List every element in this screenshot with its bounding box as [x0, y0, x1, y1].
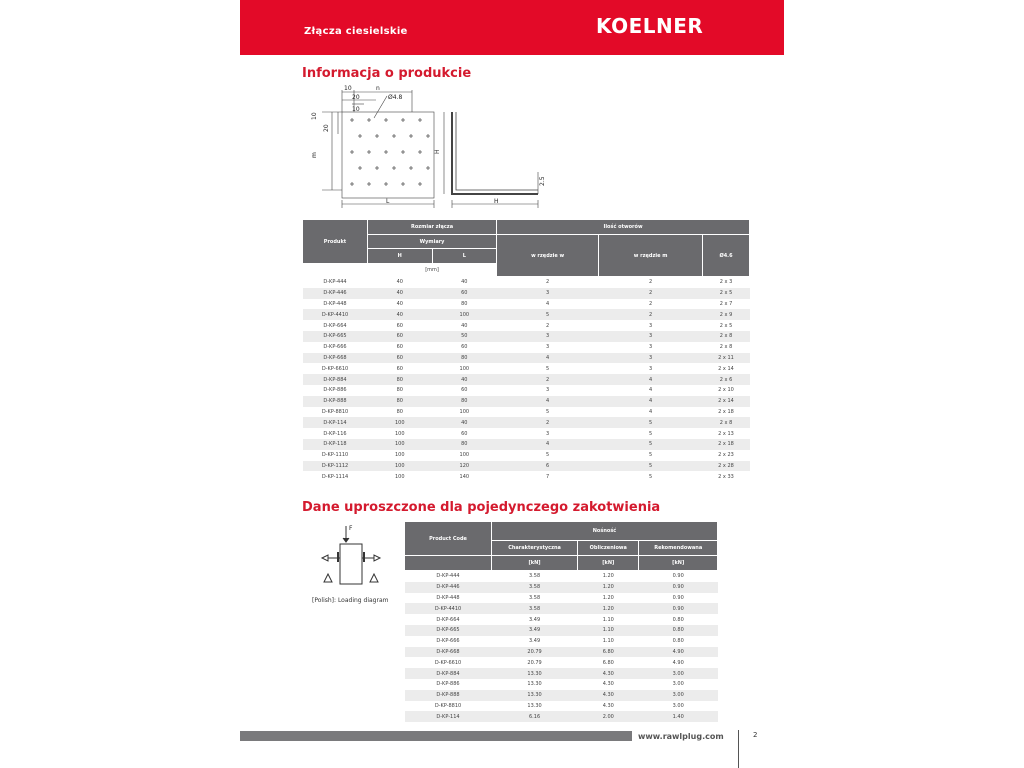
table-row: [303, 320, 750, 331]
table-cell: 4: [599, 385, 703, 396]
loading-diagram: [314, 522, 394, 594]
table-cell: D-KP-116: [303, 428, 368, 439]
table-cell: D-KP-6610: [405, 657, 492, 668]
footer-bar: [240, 731, 632, 741]
logo-text: KOELNER: [596, 14, 704, 38]
hole-mark: [375, 166, 379, 170]
table-cell: 3.49: [492, 614, 578, 625]
table-cell: 2 x 18: [703, 439, 750, 450]
footer-url: www.rawlplug.com: [638, 732, 724, 741]
table-cell: 4.90: [639, 657, 718, 668]
table-row: [303, 407, 750, 418]
table-cell: 4.90: [639, 647, 718, 658]
hole-mark: [350, 118, 354, 122]
hole-mark: [350, 182, 354, 186]
table-row: [303, 396, 750, 407]
table-row: [405, 603, 718, 614]
hole-mark: [418, 118, 422, 122]
table-cell: 3: [497, 331, 599, 342]
table-cell: 0.90: [639, 603, 718, 614]
table-cell: 4: [497, 439, 599, 450]
table-cell: 1.20: [578, 582, 639, 593]
table-cell: 100: [368, 450, 433, 461]
table-cell: 4: [599, 407, 703, 418]
table-cell: 7: [497, 471, 599, 482]
table-cell: 5: [599, 471, 703, 482]
table-cell: 60: [368, 353, 433, 364]
table-cell: 5: [599, 461, 703, 472]
table-cell: 1.20: [578, 571, 639, 582]
table-cell: D-KP-118: [303, 439, 368, 450]
hole-mark: [384, 182, 388, 186]
hole-mark: [367, 182, 371, 186]
table-cell: 2.00: [578, 711, 639, 722]
hole-mark: [401, 118, 405, 122]
section-title-anchorage-data: Dane uproszczone dla pojedynczego zakotwienia: [302, 500, 661, 515]
page-header: [240, 0, 784, 55]
table-cell: 3: [599, 342, 703, 353]
product-dimensions-table: [302, 219, 750, 482]
table-cell: 13.30: [492, 679, 578, 690]
table-cell: 13.30: [492, 690, 578, 701]
hole-mark: [367, 118, 371, 122]
table-cell: 80: [368, 407, 433, 418]
table-cell: D-KP-4410: [303, 309, 368, 320]
table-cell: 4.30: [578, 690, 639, 701]
table-cell: 1.10: [578, 636, 639, 647]
table-cell: 0.90: [639, 593, 718, 604]
table-cell: 2 x 7: [703, 299, 750, 310]
table-cell: 20.79: [492, 647, 578, 658]
table-row: [303, 471, 750, 482]
table-cell: 2 x 9: [703, 309, 750, 320]
table-cell: 1.40: [639, 711, 718, 722]
table-cell: 40: [432, 277, 497, 288]
table-cell: 50: [432, 331, 497, 342]
header-produkt: Produkt: [303, 220, 368, 264]
hole-mark: [350, 150, 354, 154]
table-cell: D-KP-888: [405, 690, 492, 701]
table-cell: 2 x 28: [703, 461, 750, 472]
table-cell: 5: [497, 450, 599, 461]
table-cell: 5: [497, 309, 599, 320]
header-rozmiar: Rozmiar złącza: [368, 220, 497, 235]
table-cell: 5: [599, 417, 703, 428]
header-nosnosc: Nośność: [492, 522, 718, 541]
dim-n: n: [376, 85, 380, 92]
category-title: Złącza ciesielskie: [304, 26, 408, 37]
table-cell: 40: [368, 288, 433, 299]
table-row: [303, 277, 750, 288]
table-cell: 5: [599, 439, 703, 450]
header-diameter: Ø4.6: [703, 235, 750, 277]
table-cell: 40: [432, 374, 497, 385]
table-cell: 2 x 11: [703, 353, 750, 364]
table-cell: 2 x 8: [703, 417, 750, 428]
table-cell: 80: [432, 396, 497, 407]
table-cell: 80: [432, 353, 497, 364]
table-cell: D-KP-668: [405, 647, 492, 658]
table-cell: D-KP-666: [303, 342, 368, 353]
table-row: [303, 428, 750, 439]
table-cell: 2 x 3: [703, 277, 750, 288]
table-cell: D-KP-884: [405, 668, 492, 679]
table-cell: 100: [368, 417, 433, 428]
table-cell: 40: [368, 299, 433, 310]
table-cell: 2 x 33: [703, 471, 750, 482]
hole-mark: [358, 134, 362, 138]
table-row: [405, 701, 718, 712]
table-cell: 2 x 18: [703, 407, 750, 418]
table-cell: 0.80: [639, 625, 718, 636]
hole-mark: [392, 166, 396, 170]
table-cell: 3: [599, 353, 703, 364]
header-unit-kn-3: [kN]: [639, 556, 718, 571]
dim-m: m: [311, 152, 318, 158]
header-rekomendowana: Rekomendowana: [639, 541, 718, 556]
dim-diameter: Ø4.8: [388, 94, 403, 101]
hole-mark: [418, 182, 422, 186]
table-row: [303, 450, 750, 461]
table-cell: 0.90: [639, 571, 718, 582]
table-row: [405, 593, 718, 604]
table-cell: 2: [497, 277, 599, 288]
table-cell: 20.79: [492, 657, 578, 668]
table-cell: 6.80: [578, 647, 639, 658]
table-cell: 60: [368, 342, 433, 353]
table-cell: 2 x 5: [703, 320, 750, 331]
table-cell: D-KP-8810: [303, 407, 368, 418]
table-row: [405, 679, 718, 690]
table-row: [405, 647, 718, 658]
table-cell: D-KP-446: [405, 582, 492, 593]
table-cell: 4: [497, 299, 599, 310]
table-row: [405, 711, 718, 722]
hole-mark: [384, 118, 388, 122]
table-row: [405, 657, 718, 668]
table-row: [405, 625, 718, 636]
table-cell: 3.00: [639, 690, 718, 701]
header-unit-kn-2: [kN]: [578, 556, 639, 571]
table-cell: 2: [599, 277, 703, 288]
table-cell: 60: [432, 385, 497, 396]
table-cell: D-KP-886: [405, 679, 492, 690]
table-cell: 100: [368, 428, 433, 439]
table-cell: 4.30: [578, 701, 639, 712]
table-cell: 3.00: [639, 668, 718, 679]
table-row: [405, 636, 718, 647]
hole-mark: [358, 166, 362, 170]
table-row: [303, 299, 750, 310]
table-cell: 60: [368, 320, 433, 331]
section-title-product-info: Informacja o produkcie: [302, 66, 472, 81]
table-cell: 5: [599, 450, 703, 461]
table-cell: 2 x 6: [703, 374, 750, 385]
table-cell: 2: [497, 417, 599, 428]
document-page: [240, 0, 784, 768]
dim-H-vertical: H: [434, 149, 441, 154]
table-row: [303, 288, 750, 299]
table-cell: D-KP-444: [405, 571, 492, 582]
header-rzad-m: w rzędzie m: [599, 235, 703, 277]
table-cell: 2: [497, 374, 599, 385]
table-cell: 80: [432, 299, 497, 310]
table-cell: D-KP-664: [405, 614, 492, 625]
table-cell: 4.30: [578, 679, 639, 690]
table-cell: 4: [497, 353, 599, 364]
table-cell: 13.30: [492, 701, 578, 712]
table-cell: D-KP-668: [303, 353, 368, 364]
header-rzad-w: w rzędzie w: [497, 235, 599, 277]
table-cell: 4.30: [578, 668, 639, 679]
dim-10-top: 10: [344, 85, 352, 92]
table-cell: 3: [599, 331, 703, 342]
table-cell: 4: [599, 396, 703, 407]
table-cell: 2 x 8: [703, 342, 750, 353]
table-cell: D-KP-666: [405, 636, 492, 647]
header-wymiary: Wymiary: [368, 235, 497, 249]
table-row: [303, 342, 750, 353]
load-capacity-table: [404, 521, 718, 722]
table-cell: D-KP-665: [405, 625, 492, 636]
table-cell: D-KP-114: [405, 711, 492, 722]
header-obliczeniowa: Obliczeniowa: [578, 541, 639, 556]
dim-20-left: 20: [323, 124, 330, 132]
table-cell: 2 x 14: [703, 363, 750, 374]
table-row: [303, 461, 750, 472]
table-cell: 5: [599, 428, 703, 439]
table-row: [405, 571, 718, 582]
table-cell: 100: [432, 309, 497, 320]
table-cell: 40: [368, 277, 433, 288]
table-cell: 100: [432, 450, 497, 461]
table-cell: D-KP-114: [303, 417, 368, 428]
table-cell: 0.90: [639, 582, 718, 593]
table-row: [303, 363, 750, 374]
table-cell: 3: [497, 288, 599, 299]
dim-20: 20: [352, 94, 360, 101]
table-cell: D-KP-1110: [303, 450, 368, 461]
table-cell: 1.10: [578, 614, 639, 625]
header-ilosc-otworow: Ilość otworów: [497, 220, 750, 235]
table-cell: 0.80: [639, 636, 718, 647]
hole-mark: [375, 134, 379, 138]
hole-mark: [418, 150, 422, 154]
table-cell: 60: [432, 342, 497, 353]
table-cell: 6.16: [492, 711, 578, 722]
table-row: [405, 582, 718, 593]
table-cell: 0.80: [639, 614, 718, 625]
table-cell: 80: [368, 385, 433, 396]
table-cell: 2 x 5: [703, 288, 750, 299]
table-cell: 5: [497, 363, 599, 374]
table-cell: 5: [497, 407, 599, 418]
table-cell: D-KP-448: [303, 299, 368, 310]
table-row: [303, 309, 750, 320]
table-cell: 100: [432, 363, 497, 374]
table-cell: 3: [497, 428, 599, 439]
table-cell: 60: [432, 288, 497, 299]
table-cell: 40: [368, 309, 433, 320]
table-cell: D-KP-8810: [405, 701, 492, 712]
table-cell: 3: [599, 320, 703, 331]
table-cell: 3.49: [492, 625, 578, 636]
table-cell: D-KP-448: [405, 593, 492, 604]
hole-mark: [401, 182, 405, 186]
table-cell: 3.58: [492, 603, 578, 614]
table-cell: D-KP-1114: [303, 471, 368, 482]
table-cell: 4: [599, 374, 703, 385]
table-cell: 3: [497, 385, 599, 396]
table-row: [303, 331, 750, 342]
table-cell: 6: [497, 461, 599, 472]
table-cell: 40: [432, 417, 497, 428]
table-cell: 2: [599, 288, 703, 299]
hole-mark: [409, 166, 413, 170]
table-cell: 120: [432, 461, 497, 472]
table-cell: 13.30: [492, 668, 578, 679]
hole-mark: [409, 134, 413, 138]
table-cell: 2 x 8: [703, 331, 750, 342]
table-cell: D-KP-4410: [405, 603, 492, 614]
dim-thickness: 2.5: [539, 176, 546, 186]
table-cell: D-KP-886: [303, 385, 368, 396]
table-cell: 60: [368, 331, 433, 342]
dim-L: L: [386, 198, 390, 205]
table-cell: 1.10: [578, 625, 639, 636]
table-cell: 2 x 14: [703, 396, 750, 407]
hole-mark: [426, 134, 430, 138]
dim-H-horizontal: H: [494, 198, 499, 205]
table-cell: 1.20: [578, 593, 639, 604]
table-row: [405, 668, 718, 679]
table-cell: 80: [368, 374, 433, 385]
table-cell: 1.20: [578, 603, 639, 614]
header-unit-kn-1: [kN]: [492, 556, 578, 571]
table-cell: 100: [368, 461, 433, 472]
header-charakterystyczna: Charakterystyczna: [492, 541, 578, 556]
force-label: F: [349, 525, 353, 532]
table-row: [303, 417, 750, 428]
bracket-dimension-drawing: [312, 82, 552, 212]
hole-mark: [384, 150, 388, 154]
header-H: H: [368, 249, 433, 264]
table-cell: 100: [432, 407, 497, 418]
hole-mark: [426, 166, 430, 170]
table-cell: D-KP-6610: [303, 363, 368, 374]
table-cell: 100: [368, 439, 433, 450]
hole-mark: [367, 150, 371, 154]
table-cell: 3.00: [639, 701, 718, 712]
table-row: [303, 439, 750, 450]
hole-mark: [392, 134, 396, 138]
table-cell: D-KP-664: [303, 320, 368, 331]
table-cell: D-KP-444: [303, 277, 368, 288]
table-cell: 2 x 10: [703, 385, 750, 396]
table-cell: 6.80: [578, 657, 639, 668]
dim-10-left: 10: [311, 112, 318, 120]
table-cell: D-KP-1112: [303, 461, 368, 472]
table-cell: 2 x 13: [703, 428, 750, 439]
hole-mark: [401, 150, 405, 154]
table-cell: 40: [432, 320, 497, 331]
table-cell: 100: [368, 471, 433, 482]
table-row: [303, 353, 750, 364]
table-row: [405, 614, 718, 625]
header-L: L: [432, 249, 497, 264]
table-cell: 3.58: [492, 571, 578, 582]
table-cell: 60: [368, 363, 433, 374]
table-cell: D-KP-665: [303, 331, 368, 342]
table-row: [303, 374, 750, 385]
table-cell: 60: [432, 428, 497, 439]
table-row: [405, 690, 718, 701]
dim-10-inner: 10: [352, 106, 360, 113]
header-product-code: Product Code: [405, 522, 492, 556]
table-cell: 3.00: [639, 679, 718, 690]
table-cell: D-KP-446: [303, 288, 368, 299]
koelner-logo: [596, 14, 703, 38]
table-cell: D-KP-888: [303, 396, 368, 407]
header-unit-mm: [mm]: [368, 264, 497, 277]
loading-diagram-caption: [Polish]: Loading diagram: [312, 597, 389, 604]
table-cell: 2: [497, 320, 599, 331]
table-cell: 3.58: [492, 593, 578, 604]
table-cell: 2: [599, 299, 703, 310]
table-cell: 4: [497, 396, 599, 407]
table-cell: 80: [432, 439, 497, 450]
footer-divider: [738, 730, 739, 768]
table-cell: 3.49: [492, 636, 578, 647]
table-cell: 2 x 23: [703, 450, 750, 461]
table-cell: 2: [599, 309, 703, 320]
table-row: [303, 385, 750, 396]
table-cell: 140: [432, 471, 497, 482]
table-cell: 3.58: [492, 582, 578, 593]
table-cell: D-KP-884: [303, 374, 368, 385]
table-cell: 80: [368, 396, 433, 407]
table-cell: 3: [497, 342, 599, 353]
page-number: 2: [753, 731, 758, 739]
table-cell: 3: [599, 363, 703, 374]
